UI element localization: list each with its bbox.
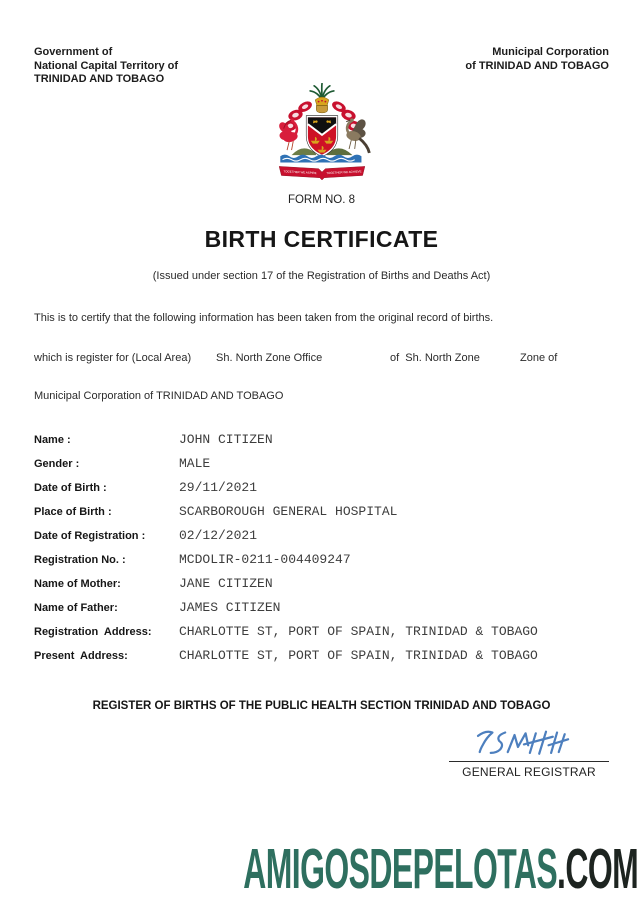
field-row-name [34,432,609,456]
field-row-date-of-registration [34,528,609,552]
motto-right-text: TOGETHER WE ACHIEVE [325,168,362,175]
field-row-date-of-birth [34,480,609,504]
field-label: Name : [34,433,71,446]
issuing-authority-left [34,46,178,87]
issued-under-text: (Issued under section 17 of the Registration of Births and Deaths Act) [152,269,491,282]
register-of-births-heading: REGISTER OF BIRTHS OF THE PUBLIC HEALTH SECTION TRINIDAD AND TOBAGO [92,699,551,712]
field-label: Present Address: [34,649,128,662]
field-label: Registration No. : [34,553,126,566]
municipal-corporation-line: Municipal Corporation of TRINIDAD AND TOBAGO [34,389,284,402]
certificate-title: BIRTH CERTIFICATE [204,225,439,252]
register-line-prefix: which is register for (Local Area) [34,351,192,364]
certify-statement: This is to certify that the following information has been taken from the original record of births. [34,311,494,324]
field-row-registration-no [34,552,609,576]
field-value: JAMES CITIZEN [179,599,281,615]
issuing-authority-line: Government of [34,46,113,58]
issuing-authority-line: National Capital Territory of [34,59,179,72]
field-value: 29/11/2021 [179,479,258,495]
register-line-suffix: Zone of [520,351,558,364]
coat-of-arms [34,83,609,189]
issuing-authority-line: of TRINIDAD AND TOBAGO [465,59,609,72]
field-label: Gender : [34,457,80,470]
field-value: CHARLOTTE ST, PORT OF SPAIN, TRINIDAD & TOBAGO [179,623,538,639]
issuing-authority-right [465,46,609,73]
field-label: Date of Registration : [34,529,146,542]
field-value: MCDOLIR-0211-004409247 [179,551,351,567]
field-value: SCARBOROUGH GENERAL HOSPITAL [179,503,398,519]
field-label: Date of Birth : [34,481,107,494]
signature-block [449,724,609,779]
field-value: JANE CITIZEN [179,575,273,591]
watermark-brand: AMIGOSDEPELOTAS [243,837,557,901]
field-row-registration-address [34,624,609,648]
field-label: Name of Mother: [34,577,121,590]
field-value: CHARLOTTE ST, PORT OF SPAIN, TRINIDAD & TOBAGO [179,647,538,663]
field-value: MALE [179,455,211,471]
field-label: Name of Father: [34,601,118,614]
field-row-name-of-mother [34,576,609,600]
cocrico-supporter [345,118,369,152]
watermark [243,837,638,901]
coat-of-arms-icon [260,83,384,189]
field-row-name-of-father [34,600,609,624]
field-value: 02/12/2021 [179,527,258,543]
motto-left-text: TOGETHER WE ASPIRE [282,168,317,175]
registrar-signature-icon [464,724,594,758]
signer-title: GENERAL REGISTRAR [462,764,596,779]
signature-line [449,761,609,762]
field-value: JOHN CITIZEN [179,431,273,447]
register-zone-office: Sh. North Zone Office [216,351,323,364]
register-zone-name: of Sh. North Zone [390,351,480,364]
issuing-authority-line: Municipal Corporation [492,46,609,58]
field-row-present-address [34,648,609,672]
field-row-place-of-birth [34,504,609,528]
issuing-authority-line: TRINIDAD AND TOBAGO [34,73,165,85]
register-zone-line [34,352,609,366]
watermark-tld: .COM [556,837,638,901]
certificate-fields [34,432,609,672]
header [34,46,609,87]
field-label: Place of Birth : [34,505,112,518]
form-number: FORM NO. 8 [287,193,356,206]
field-row-gender [34,456,609,480]
field-label: Registration Address: [34,625,152,638]
